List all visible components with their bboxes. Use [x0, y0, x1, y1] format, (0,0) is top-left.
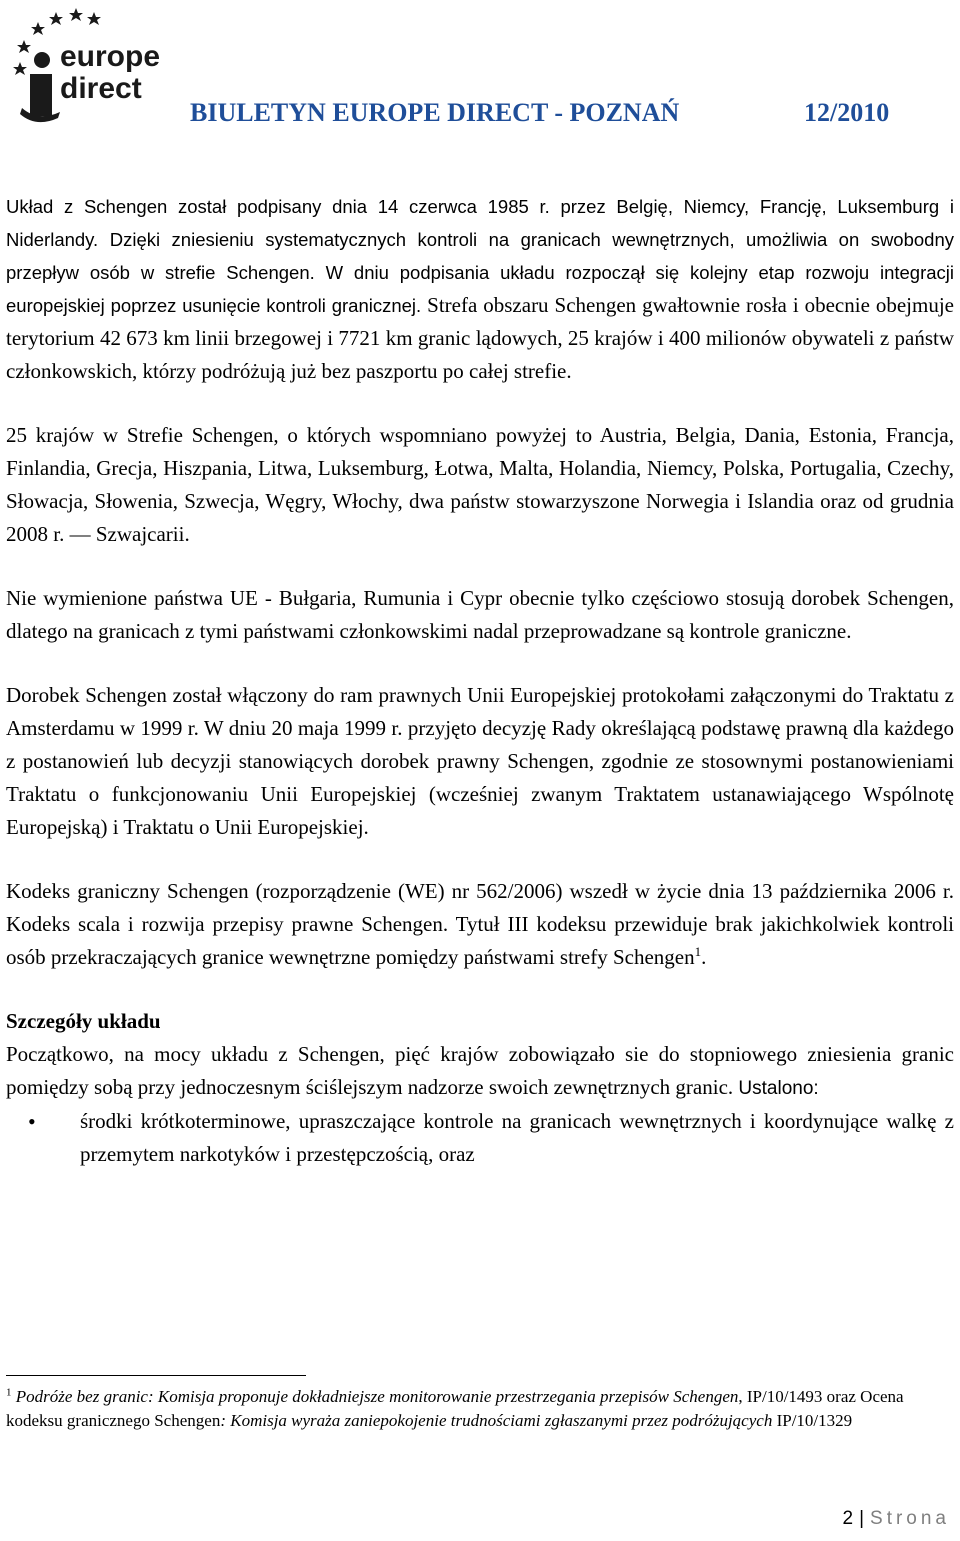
- bulletin-header: [190, 98, 910, 128]
- footnote: [6, 1385, 954, 1433]
- paragraph-1-part-a: Układ z Schengen został podpisany dnia 14 czerwca 1985 r. przez Belgię, Niemcy, Francję, Luksemburg i Niderlandy.: [6, 196, 954, 250]
- footnote-number: 1: [6, 1386, 12, 1399]
- paragraph-5-text: Kodeks graniczny Schengen (rozporządzenie (WE) nr 562/2006) wszedł w życie dnia 13 października 2006 r. Kodeks scala i rozwija przepisy prawne Schengen. Tytuł III kodeksu przewiduje brak jakichkolwiek kontroli osób przekraczających granice wewnętrzne pomiędzy państwami strefy Schengen: [6, 879, 954, 969]
- svg-text:europe: europe: [60, 40, 161, 73]
- footnote-title-1: Podróże bez granic: Komisja proponuje dokładniejsze monitorowanie przestrzegania przepisów Schengen: [15, 1387, 739, 1406]
- footnote-divider: [6, 1375, 306, 1376]
- paragraph-1-part-b: Dzięki zniesieniu systematycznych kontroli na granicach wewnętrznych, umożliwia on swobodny przepływ osób w strefie Schengen. W dniu podpisania układu rozpoczął się kolejny etap rozwoju integracji europejskiej poprzez usunięcie kontroli granicznej.: [6, 229, 954, 316]
- footnote-ref-1: , IP/10/1493 oraz Ocena kodeksu granicznego Schengen: [6, 1387, 904, 1430]
- europe-direct-logo: [8, 4, 161, 124]
- bulletin-issue: 12/2010: [804, 98, 890, 127]
- page-number-word: Strona: [870, 1508, 950, 1529]
- page-number-value: 2: [842, 1508, 854, 1529]
- section-heading: Szczegóły układu: [6, 1009, 161, 1033]
- article-body: [6, 190, 954, 1171]
- footnote-title-2: : Komisja wyraża zaniepokojenie trudnościami zgłaszanymi przez podróżujących: [220, 1411, 773, 1430]
- page-number: [843, 1508, 951, 1530]
- paragraph-6-ustalono: Ustalono:: [738, 1078, 819, 1099]
- paragraph-6-text: Początkowo, na mocy układu z Schengen, pięć krajów zobowiązało sie do stopniowego zniesienia granic pomiędzy sobą przy jednoczesnym ściślejszym nadzorze swoich zewnętrznych granic.: [6, 1042, 954, 1099]
- paragraph-5: [6, 875, 954, 974]
- list-item: • środki krótkoterminowe, upraszczające kontrole na granicach wewnętrznych i koordynujące walkę z przemytem narkotyków i przestępczością, oraz: [6, 1105, 954, 1171]
- bulletin-title: BIULETYN EUROPE DIRECT - POZNAŃ: [190, 98, 680, 127]
- paragraph-1: [6, 190, 954, 388]
- svg-text:direct: direct: [60, 72, 142, 105]
- page-number-separator: |: [859, 1508, 865, 1529]
- paragraph-1-part-c: Strefa obszaru Schengen gwałtownie rosła i obecnie obejmuje terytorium 42 673 km linii brzegowej i 7721 km granic lądowych, 25 krajów i 400 milionów obywateli z państw członkowskich, którzy podróżują już bez paszportu po całej strefie.: [6, 293, 955, 383]
- footnote-ref-2: IP/10/1329: [772, 1411, 853, 1430]
- paragraph-2: 25 krajów w Strefie Schengen, o których wspomniano powyżej to Austria, Belgia, Dania, Estonia, Francja, Finlandia, Grecja, Hiszpania, Litwa, Luksemburg, Łotwa, Malta, Holandia, Niemcy, Polska, Portugalia, Czechy, Słowacja, Słowenia, Szwecja, Węgry, Włochy, dwa państw stowarzyszone Norwegia i Islandia oraz od grudnia 2008 r. — Szwajcarii.: [6, 423, 954, 546]
- paragraph-3: Nie wymienione państwa UE - Bułgaria, Rumunia i Cypr obecnie tylko częściowo stosują dorobek Schengen, dlatego na granicach z tymi państwami członkowskimi nadal przeprowadzane są kontrole graniczne.: [6, 586, 954, 643]
- paragraph-6: [6, 1038, 954, 1105]
- footnote-reference[interactable]: 1: [694, 944, 702, 959]
- europe-direct-logo-icon: [8, 4, 161, 124]
- bullet-list: [6, 1105, 954, 1171]
- paragraph-4: Dorobek Schengen został włączony do ram prawnych Unii Europejskiej protokołami załączonymi do Traktatu z Amsterdamu w 1999 r. W dniu 20 maja 1999 r. przyjęto decyzję Rady określającą podstawę prawną dla każdego z postanowień lub decyzji stanowiących dorobek prawny Schengen, zgodnie ze stosownymi postanowieniami Traktatu o funkcjonowaniu Unii Europejskiej (wcześniej zwanym Traktatem ustanawiającego Wspólnotę Europejską) i Traktatu o Unii Europejskiej.: [6, 683, 954, 839]
- paragraph-5-end: .: [701, 945, 707, 969]
